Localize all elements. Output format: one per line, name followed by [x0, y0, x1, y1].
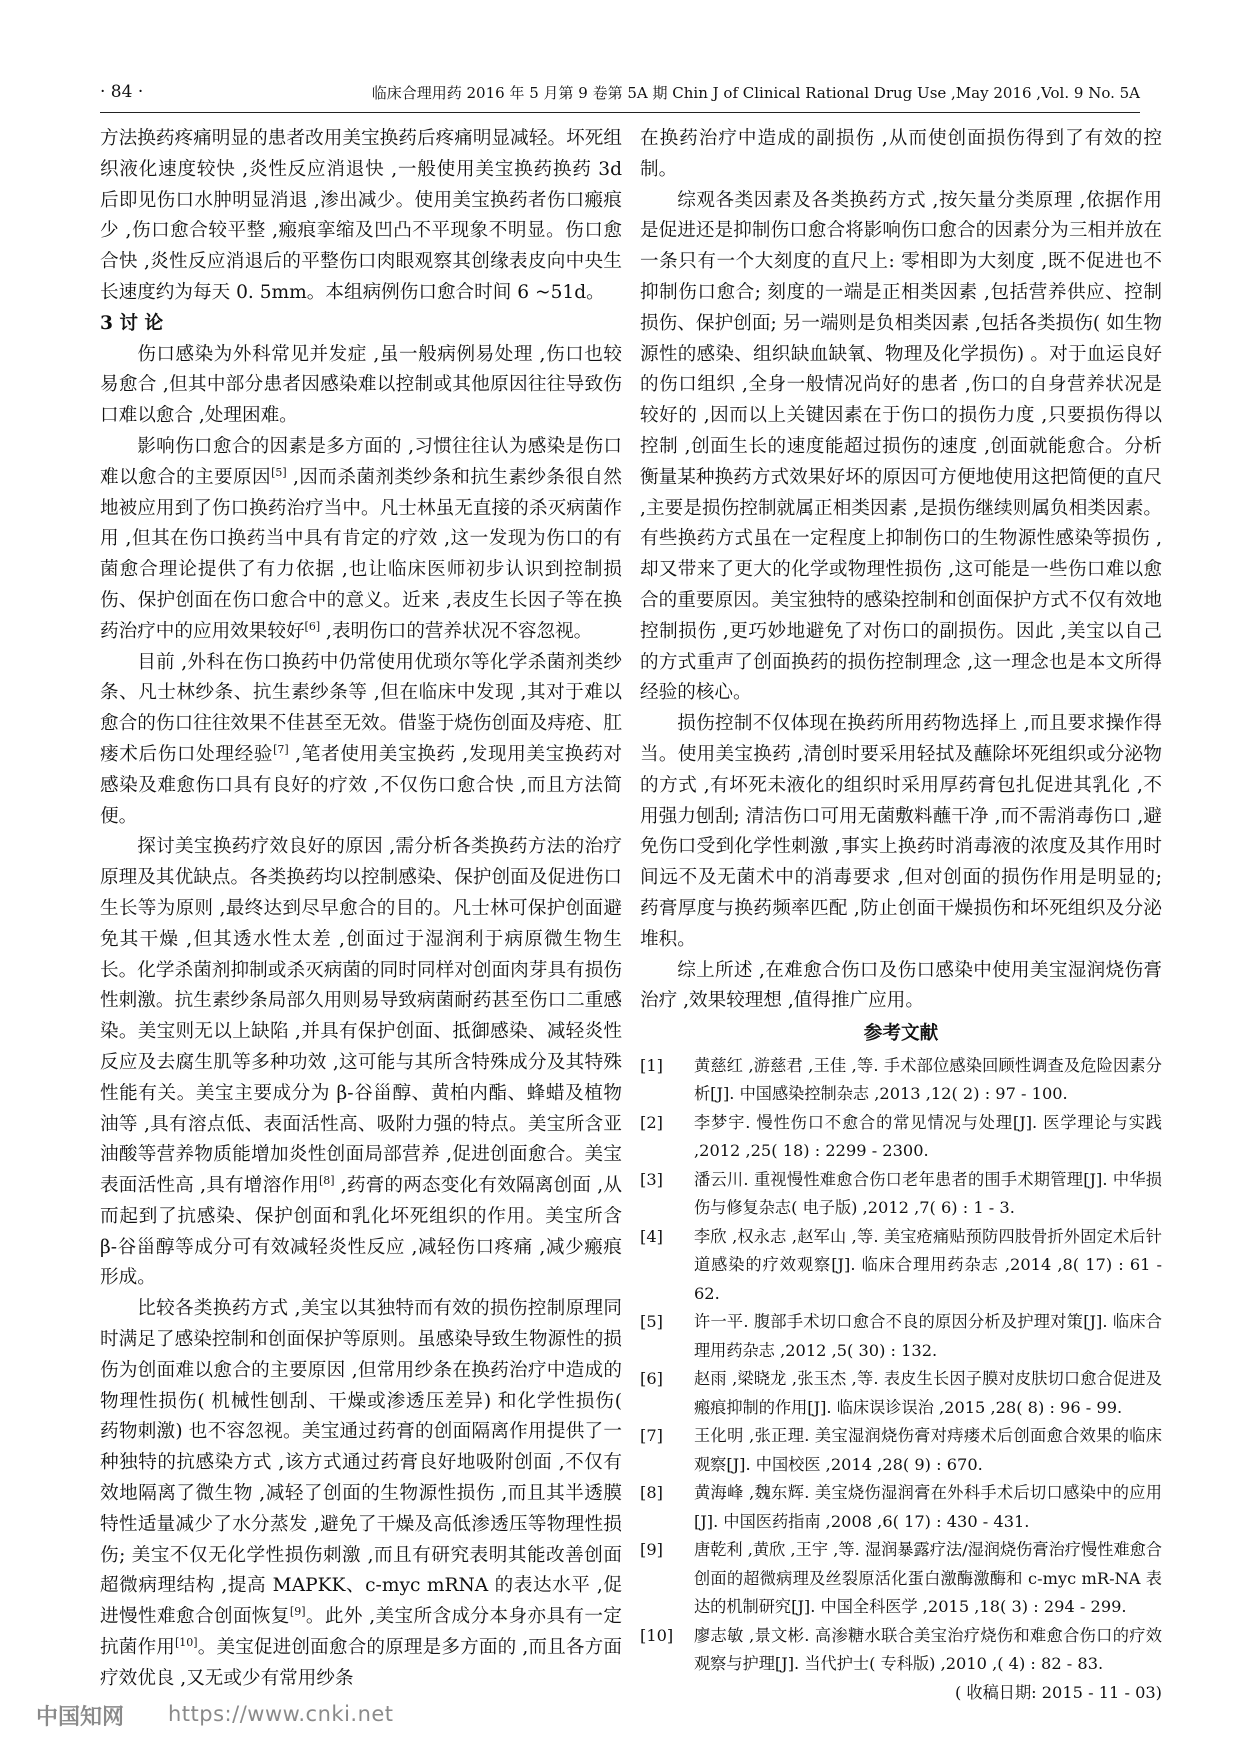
reference-text: 许一平. 腹部手术切口愈合不良的原因分析及护理对策[J]. 临床合理用药杂志 ,2012 ,5( 30) : 132. [694, 1312, 1162, 1360]
left-column [100, 124, 622, 1695]
paragraph: 综上所述 ,在难愈合伤口及伤口感染中使用美宝湿润烧伤膏治疗 ,效果较理想 ,值得推广应用。 [640, 959, 1162, 1012]
citation: [6] [304, 619, 321, 633]
reference-number: [10] [640, 1625, 674, 1645]
reference-number: [8] [640, 1483, 663, 1503]
reference-item [640, 1308, 1162, 1365]
reference-text: 赵雨 ,梁晓龙 ,张玉杰 ,等. 表皮生长因子膜对皮肤切口愈合促进及瘢痕抑制的作用[J]. 临床误诊误治 ,2015 ,28( 8) : 96 - 99. [694, 1369, 1162, 1417]
citation: [5] [271, 465, 287, 479]
reference-text: 王化明 ,张正理. 美宝湿润烧伤膏对痔瘘术后创面愈合效果的临床观察[J]. 中国校医 ,2014 ,28( 9) : 670. [694, 1426, 1162, 1474]
cnki-logo: 中国知网 [36, 1705, 125, 1730]
reference-text: 李欣 ,权永志 ,赵军山 ,等. 美宝疮痛贴预防四肢骨折外固定术后针道感染的疗效观察[J]. 临床合理用药杂志 ,2014 ,8( 17) : 61 - 62. [694, 1226, 1162, 1303]
references-heading: 参考文献 [863, 1023, 939, 1045]
reference-text: 廖志敏 ,景文彬. 高渗糖水联合美宝治疗烧伤和难愈合伤口的疗效观察与护理[J]. 当代护士( 专科版) ,2010 ,( 4) : 82 - 83. [694, 1625, 1162, 1674]
received-date: ( 收稿日期: 2015 - 11 - 03) [954, 1682, 1162, 1702]
reference-item [640, 1166, 1162, 1223]
citation: [8] [319, 1173, 335, 1187]
reference-item [640, 1536, 1162, 1622]
reference-item [640, 1479, 1162, 1536]
page-number: · 84 · [100, 82, 144, 102]
section-heading: 3 讨 论 [100, 312, 164, 334]
reference-item [640, 1052, 1162, 1109]
right-column [640, 124, 1162, 1707]
reference-number: [3] [640, 1169, 663, 1189]
source-url: https://www.cnki.net [168, 1702, 394, 1726]
journal-running-title: 临床合理用药 2016 年 5 月第 9 卷第 5A 期 Chin J of Clinical Rational Drug Use ,May 2016 ,Vol. 9 No. 5A [371, 84, 1140, 102]
page-header [100, 82, 1140, 106]
reference-item [640, 1422, 1162, 1479]
header-rule [100, 112, 1140, 113]
paragraph: 方法换药疼痛明显的患者改用美宝换药后疼痛明显减轻。坏死组织液化速度较快 ,炎性反应消退快 ,一般使用美宝换药换药 3d 后即见伤口水肿明显消退 ,渗出减少。使用美宝换药者伤口瘢痕少 ,伤口愈合较平整 ,瘢痕挛缩及凹凸不平现象不明显。伤口愈合快 ,炎性反应消退后的平整伤口肉眼观察其创缘表皮向中央生长速度约为每天 0. 5mm。本组病例伤口愈合时间 6 ~51d。 [100, 128, 622, 303]
reference-item [640, 1109, 1162, 1166]
reference-number: [1] [640, 1055, 663, 1075]
paragraph: 损伤控制不仅体现在换药所用药物选择上 ,而且要求操作得当。使用美宝换药 ,清创时要采用轻拭及蘸除坏死组织或分泌物的方式 ,有坏死未液化的组织时采用厚药膏包扎促进其乳化 ,不用强力刨刮; 清洁伤口可用无菌敷料蘸干净 ,而不需消毒伤口 ,避免伤口受到化学性刺激 ,事实上换药时消毒液的浓度及其作用时间远不及无菌术中的消毒要求 ,但对创面的损伤作用是明显的; 药膏厚度与换药频率匹配 ,防止创面干燥损伤和坏死组织及分泌堆积。 [640, 713, 1162, 950]
reference-text: 潘云川. 重视慢性难愈合伤口老年患者的围手术期管理[J]. 中华损伤与修复杂志( 电子版) ,2012 ,7( 6) : 1 - 3. [694, 1169, 1162, 1218]
reference-item [640, 1622, 1162, 1679]
paragraph: 在换药治疗中造成的副损伤 ,从而使创面损伤得到了有效的控制。 [640, 128, 1162, 180]
citation: [7] [273, 742, 289, 756]
reference-number: [6] [640, 1369, 663, 1389]
paragraph: 探讨美宝换药疗效良好的原因 ,需分析各类换药方法的治疗原理及其优缺点。各类换药均以控制感染、保护创面及促进伤口生长等为原则 ,最终达到尽早愈合的目的。凡士林可保护创面避免其干燥 ,但其透水性太差 ,创面过于湿润利于病原微生物生长。化学杀菌剂抑制或杀灭病菌的同时同样对创面肉芽具有损伤性刺激。抗生素纱条局部久用则易导致病菌耐药甚至伤口二重感染。美宝则无以上缺陷 ,并具有保护创面、抵御感染、减轻炎性反应及去腐生肌等多种功效 ,这可能与其所含特殊成分及其特殊性能有关。美宝主要成分为 β-谷甾醇、黄柏内酯、蜂蜡及植物油等 ,具有溶点低、表面活性高、吸附力强的特点。美宝所含亚油酸等营养物质能增加炎性创面局部营养 ,促进创面愈合。美宝表面活性高 ,具有增溶作用[8] ,药膏的两态变化有效隔离创面 ,从而起到了抗感染、保护创面和乳化坏死组织的作用。美宝所含 β-谷甾醇等成分可有效减轻炎性反应 ,减轻伤口疼痛 ,减少瘢痕形成。 [100, 836, 622, 1289]
reference-text: 唐乾利 ,黄欣 ,王宇 ,等. 湿润暴露疗法/湿润烧伤膏治疗慢性难愈合创面的超微病理及丝裂原活化蛋白激酶激酶和 c-myc mR-NA 表达的机制研究[J]. 中国全科医学 ,2015 ,18( 3) : 294 - 299. [694, 1540, 1162, 1617]
reference-item [640, 1223, 1162, 1309]
reference-list [640, 1052, 1162, 1679]
reference-text: 黄海峰 ,魏东辉. 美宝烧伤湿润膏在外科手术后切口感染中的应用[J]. 中国医药指南 ,2008 ,6( 17) : 430 - 431. [694, 1483, 1162, 1531]
paragraph: 伤口感染为外科常见并发症 ,虽一般病例易处理 ,伤口也较易愈合 ,但其中部分患者因感染难以控制或其他原因往往导致伤口难以愈合 ,处理困难。 [100, 343, 622, 427]
reference-number: [9] [640, 1540, 663, 1560]
paragraph: 目前 ,外科在伤口换药中仍常使用优琐尔等化学杀菌剂类纱条、凡士林纱条、抗生素纱条等 ,但在临床中发现 ,其对于难以愈合的伤口往往效果不佳甚至无效。借鉴于烧伤创面及痔疮、肛瘘术后伤口处理经验[7] ,笔者使用美宝换药 ,发现用美宝换药对感染及难愈伤口具有良好的疗效 ,不仅伤口愈合快 ,而且方法简便。 [100, 651, 622, 827]
reference-number: [7] [640, 1426, 663, 1446]
citation: [10] [174, 1635, 198, 1649]
reference-number: [4] [640, 1226, 663, 1246]
paragraph: 影响伤口愈合的因素是多方面的 ,习惯往往认为感染是伤口难以愈合的主要原因[5] ,因而杀菌剂类纱条和抗生素纱条很自然地被应用到了伤口换药治疗当中。凡士林虽无直接的杀灭病菌作用 ,但其在伤口换药当中具有肯定的疗效 ,这一发现为伤口的有菌愈合理论提供了有力依据 ,也让临床医师初步认识到控制损伤、保护创面在伤口愈合中的意义。近来 ,表皮生长因子等在换药治疗中的应用效果较好[6] ,表明伤口的营养状况不容忽视。 [100, 435, 622, 642]
paragraph: 比较各类换药方式 ,美宝以其独特而有效的损伤控制原理同时满足了感染控制和创面保护等原则。虽感染导致生物源性的损伤为创面难以愈合的主要原因 ,但常用纱条在换药治疗中造成的物理性损伤( 机械性刨刮、干燥或渗透压差异) 和化学性损伤( 药物刺激) 也不容忽视。美宝通过药膏的创面隔离作用提供了一种独特的抗感染方式 ,该方式通过药膏良好地吸附创面 ,不仅有效地隔离了微生物 ,减轻了创面的生物源性损伤 ,而且其半透膜特性适量减少了水分蒸发 ,避免了干燥及高低渗透压等物理性损伤; 美宝不仅无化学性损伤刺激 ,而且有研究表明其能改善创面超微病理结构 ,提高 MAPKK、c-myc mRNA 的表达水平 ,促进慢性难愈合创面恢复[9]。此外 ,美宝所含成分本身亦具有一定抗菌作用[10]。美宝促进创面愈合的原理是多方面的 ,而且各方面疗效优良 ,又无或少有常用纱条 [100, 1298, 622, 1689]
citation: [9] [289, 1605, 306, 1619]
paragraph: 综观各类因素及各类换药方式 ,按矢量分类原理 ,依据作用是促进还是抑制伤口愈合将影响伤口愈合的因素分为三相并放在一条只有一个大刻度的直尺上: 零相即为大刻度 ,既不促进也不抑制伤口愈合; 刻度的一端是正相类因素 ,包括营养供应、控制损伤、保护创面; 另一端则是负相类因素 ,包括各类损伤( 如生物源性的感染、组织缺血缺氧、物理及化学损伤) 。对于血运良好的伤口组织 ,全身一般情况尚好的患者 ,伤口的自身营养状况是较好的 ,因而以上关键因素在于伤口的损伤力度 ,只要损伤得以控制 ,创面生长的速度能超过损伤的速度 ,创面就能愈合。分析衡量某种换药方式效果好坏的原因可方便地使用这把简便的直尺 ,主要是损伤控制就属正相类因素 ,是损伤继续则属负相类因素。有些换药方式虽在一定程度上抑制伤口的生物源性感染等损伤 ,却又带来了更大的化学或物理性损伤 ,这可能是一些伤口难以愈合的重要原因。美宝独特的感染控制和创面保护方式不仅有效地控制损伤 ,更巧妙地避免了对伤口的副损伤。因此 ,美宝以自己的方式重声了创面换药的损伤控制理念 ,这一理念也是本文所得经验的核心。 [640, 189, 1162, 704]
reference-text: 李梦宇. 慢性伤口不愈合的常见情况与处理[J]. 医学理论与实践 ,2012 ,25( 18) : 2299 - 2300. [694, 1112, 1162, 1161]
reference-number: [2] [640, 1112, 663, 1132]
reference-text: 黄慈红 ,游慈君 ,王佳 ,等. 手术部位感染回顾性调查及危险因素分析[J]. 中国感染控制杂志 ,2013 ,12( 2) : 97 - 100. [694, 1055, 1162, 1104]
reference-item [640, 1365, 1162, 1422]
reference-number: [5] [640, 1312, 663, 1332]
